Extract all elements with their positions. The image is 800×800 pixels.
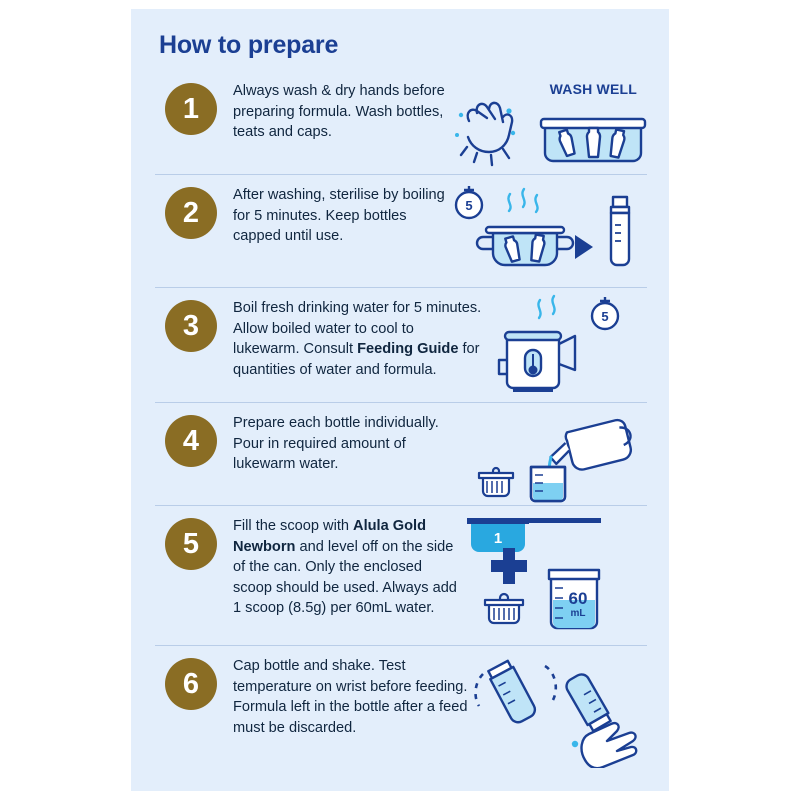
step-text	[233, 298, 483, 380]
basin-with-bottles-icon	[541, 119, 645, 161]
play-arrow-icon	[575, 235, 593, 259]
scoop-icon	[485, 594, 523, 623]
scoop-level-icon	[467, 518, 601, 552]
step-5	[155, 505, 647, 645]
washing-hands-icon	[455, 103, 515, 165]
step-text-lead: Fill the scoop with	[233, 518, 354, 534]
step-number-badge: 1	[165, 83, 217, 135]
step-3-illustration	[447, 294, 647, 394]
measuring-cup-icon	[549, 570, 599, 628]
step-text: Prepare each bottle individually. Pour in required amount of lukewarm water.	[233, 415, 439, 472]
step-number-badge: 6	[165, 658, 217, 710]
feeding-guide-emphasis: Feeding Guide	[357, 341, 459, 357]
step-text	[233, 516, 463, 619]
step-2-illustration	[447, 181, 647, 281]
svg-text:5: 5	[465, 198, 473, 213]
timer-icon	[456, 186, 482, 218]
measure-value: 60	[568, 589, 588, 608]
shaking-bottle-icon	[476, 660, 556, 725]
step-1-illustration	[447, 77, 647, 177]
svg-text:1: 1	[493, 530, 503, 547]
steam-icon	[538, 296, 554, 318]
timer-icon	[592, 297, 618, 329]
svg-text:5: 5	[601, 309, 609, 324]
hand-icon	[582, 723, 637, 768]
measure-unit: mL	[570, 608, 586, 619]
capped-bottle-icon	[611, 197, 629, 265]
scoop-icon	[479, 468, 513, 496]
how-to-prepare-panel	[131, 9, 669, 791]
step-text-lead: Boil fresh drinking water for 5 minutes. Allow boiled water to cool to lukewarm. Consult	[233, 300, 482, 357]
step-text-tail: and level off on the side of the can. Only the enclosed scoop should be used. Always add 1 scoop (8.5g) per 60mL water.	[233, 538, 457, 616]
step-text: After washing, sterilise by boiling for 5 minutes. Keep bottles capped until use.	[233, 187, 445, 244]
step-6-illustration	[447, 652, 647, 752]
step-4-illustration	[447, 409, 647, 509]
step-6	[155, 645, 647, 765]
measuring-jug-icon	[531, 467, 565, 501]
step-5-illustration	[447, 512, 647, 619]
product-name-emphasis: Alula Gold Newborn	[233, 518, 427, 555]
kettle-icon	[499, 332, 575, 392]
pouring-kettle-icon	[548, 418, 633, 471]
step-number-badge: 2	[165, 187, 217, 239]
boiling-pot-icon	[477, 227, 573, 265]
plus-icon	[491, 548, 527, 584]
step-number-badge: 3	[165, 300, 217, 352]
step-number-badge: 5	[165, 518, 217, 570]
step-number-badge: 4	[165, 415, 217, 467]
step-text: Always wash & dry hands before preparing formula. Wash bottles, teats and caps.	[233, 83, 445, 140]
steam-icon	[508, 189, 537, 212]
step-text-tail: for quantities of water and formula.	[233, 341, 480, 378]
step-text: Cap bottle and shake. Test temperature on wrist before feeding. Formula left in the bottle after a feed must be discarded.	[233, 658, 468, 736]
page-title: How to prepare	[159, 31, 339, 59]
step-4	[155, 402, 647, 505]
step-2	[155, 174, 647, 287]
step-3	[155, 287, 647, 402]
step-1	[155, 71, 647, 174]
wash-well-label: WASH WELL	[549, 81, 637, 97]
